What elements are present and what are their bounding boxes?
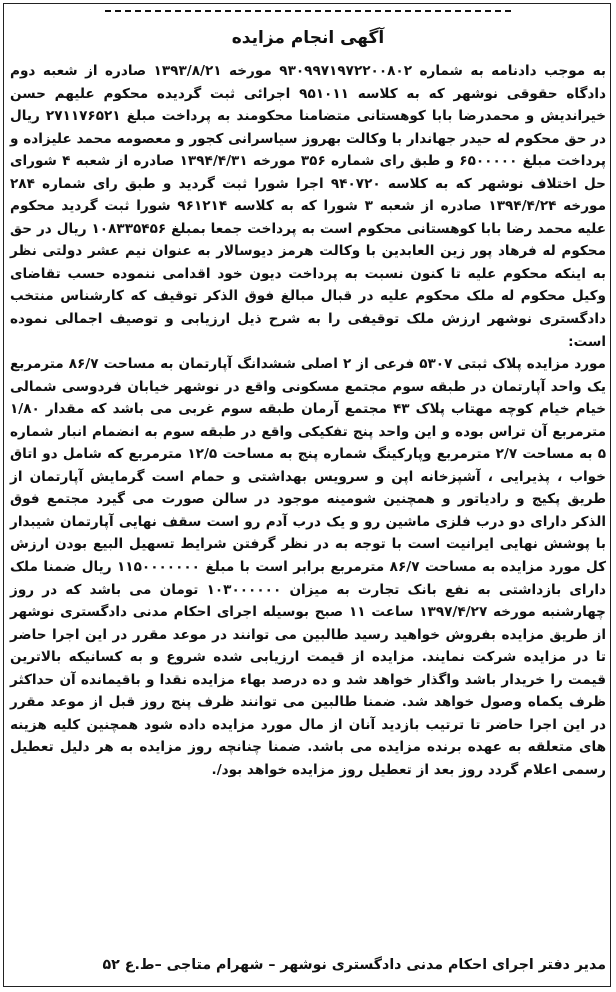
top-dashed-divider bbox=[105, 10, 511, 12]
notice-body bbox=[10, 60, 606, 782]
notice-signature: مدیر دفتر اجرای احکام مدنی دادگستری نوشهر – شهرام متاجی –ط.ع ۵۲ bbox=[102, 957, 606, 973]
notice-paragraph-property: مورد مزایده پلاک ثبتی ۵۳۰۷ فرعی از ۲ اصلی ششدانگ آپارتمان به مساحت ۸۶/۷ مترمربع یک واحد آپارتمان در طبقه سوم مجتمع مسکونی واقع در نوشهر خیابان فردوسی شمالی خیام خیام کوچه مهتاب پلاک ۴۳ مجتمع آرمان طبقه سوم غربی می باشد که مقدار ۱/۸۰ مترمربع آن تراس بوده و این واحد پنج تفکیکی واقع در طبقه سوم به انضمام انبار شماره ۵ به مساحت ۲/۷ مترمربع وپارکینگ شماره پنج به مساحت ۱۲/۵ مترمربع که شامل دو اتاق خواب ، پذیرایی ، آشپزخانه اپن و سرویس بهداشتی و حمام است گرمایش آپارتمان از طریق پکیج و رادیاتور و همچنین شومینه موجود در سالن صورت می گیرد مجتمع فوق الذکر دارای دو درب فلزی ماشین رو و یک درب آدم رو است سقف نهایی آپارتمان شیبدار با پوشش نهایی ایرانیت است با توجه به در نظر گرفتن شرایط تسهیل البیع بودن ارزش کل مورد مزایده به مساحت ۸۶/۷ مترمربع برابر است با مبلغ ۱۱۵۰۰۰۰۰۰۰ ریال ضمنا ملک دارای بازداشتی به نفع بانک تجارت به میزان ۱۰۳۰۰۰۰۰۰ تومان می باشد که در روز چهارشنبه مورخه ۱۳۹۷/۴/۲۷ ساعت ۱۱ صبح بوسیله اجرای احکام مدنی دادگستری نوشهر از طریق مزایده بفروش خواهید رسید طالبین می توانند در موعد مقرر در این اجرا حاضر تا در مزایده شرکت نمایند. مزایده از قیمت ارزیابی شده شروع و به کسانیکه بالاترین قیمت را خریدار باشد واگذار خواهد شد و ده درصد بهاء مزایده نقدا و باقیمانده آن حداکثر ظرف یکماه وصول خواهد شد. ضمنا طالبین می توانند ظرف پنج روز قبل از موعد مقرر در این اجرا حاضر تا ترتیب بازدید آنان از مال مورد مزایده داده شود همچنین کلیه هزینه های متعلقه به عهده برنده مزایده می باشد. ضمنا چنانچه روز مزایده به هر دلیل تعطیل رسمی اعلام گردد روز بعد از تعطیل روز مزایده خواهد بود/. bbox=[10, 356, 607, 778]
notice-title: آگهی انجام مزایده bbox=[231, 28, 385, 48]
notice-paragraph-judgment: به موجب دادنامه به شماره ۹۳۰۹۹۷۱۹۷۲۲۰۰۸۰۲ مورخه ۱۳۹۳/۸/۲۱ صادره از شعبه دوم دادگاه حقوقی نوشهر که به کلاسه ۹۵۱۰۱۱ اجرائی ثبت گردیده محکوم علیهم حسن خیراندیش و محمدرضا بابا کوهستانی متضامنا محکومند به پرداخت مبلغ ۲۷۱۱۷۶۵۲۱ ریال در حق محکوم له حیدر جهاندار با وکالت بهروز سیاسرانی کجور و معصومه محمد علیزاده و پرداخت مبلغ ۶۵۰۰۰۰۰ و طبق رای شماره ۳۵۶ مورخه ۱۳۹۴/۴/۳۱ صادره از شعبه ۴ شورای حل اختلاف نوشهر که به کلاسه ۹۴۰۷۲۰ اجرا شورا ثبت گردید و طبق رای شماره ۲۸۴ مورخه ۱۳۹۴/۴/۲۴ صادره از شعبه ۳ شورا که به کلاسه ۹۶۱۲۱۴ شورا ثبت گردید محکوم علیه محمد رضا بابا کوهستانی محکوم است به پرداخت جمعا بمبلغ ۱۰۸۳۳۵۴۵۶ ریال در حق محکوم له فرهاد پور زین العابدین با وکالت هرمز دیوسالار به عنوان نیم عشر دولتی نظر به اینکه محکوم علیه تا کنون نسبت به پرداخت دیون خود اقدامی ننموده حسب تقاضای وکیل محکوم له ملک محکوم علیه در قبال مبالغ فوق الذکر توقیف که کارشناس منتخب دادگستری نوشهر ارزش ملک توقیفی را به شرح ذیل ارزیابی و توصیف اجمالی نموده است: bbox=[10, 63, 607, 350]
